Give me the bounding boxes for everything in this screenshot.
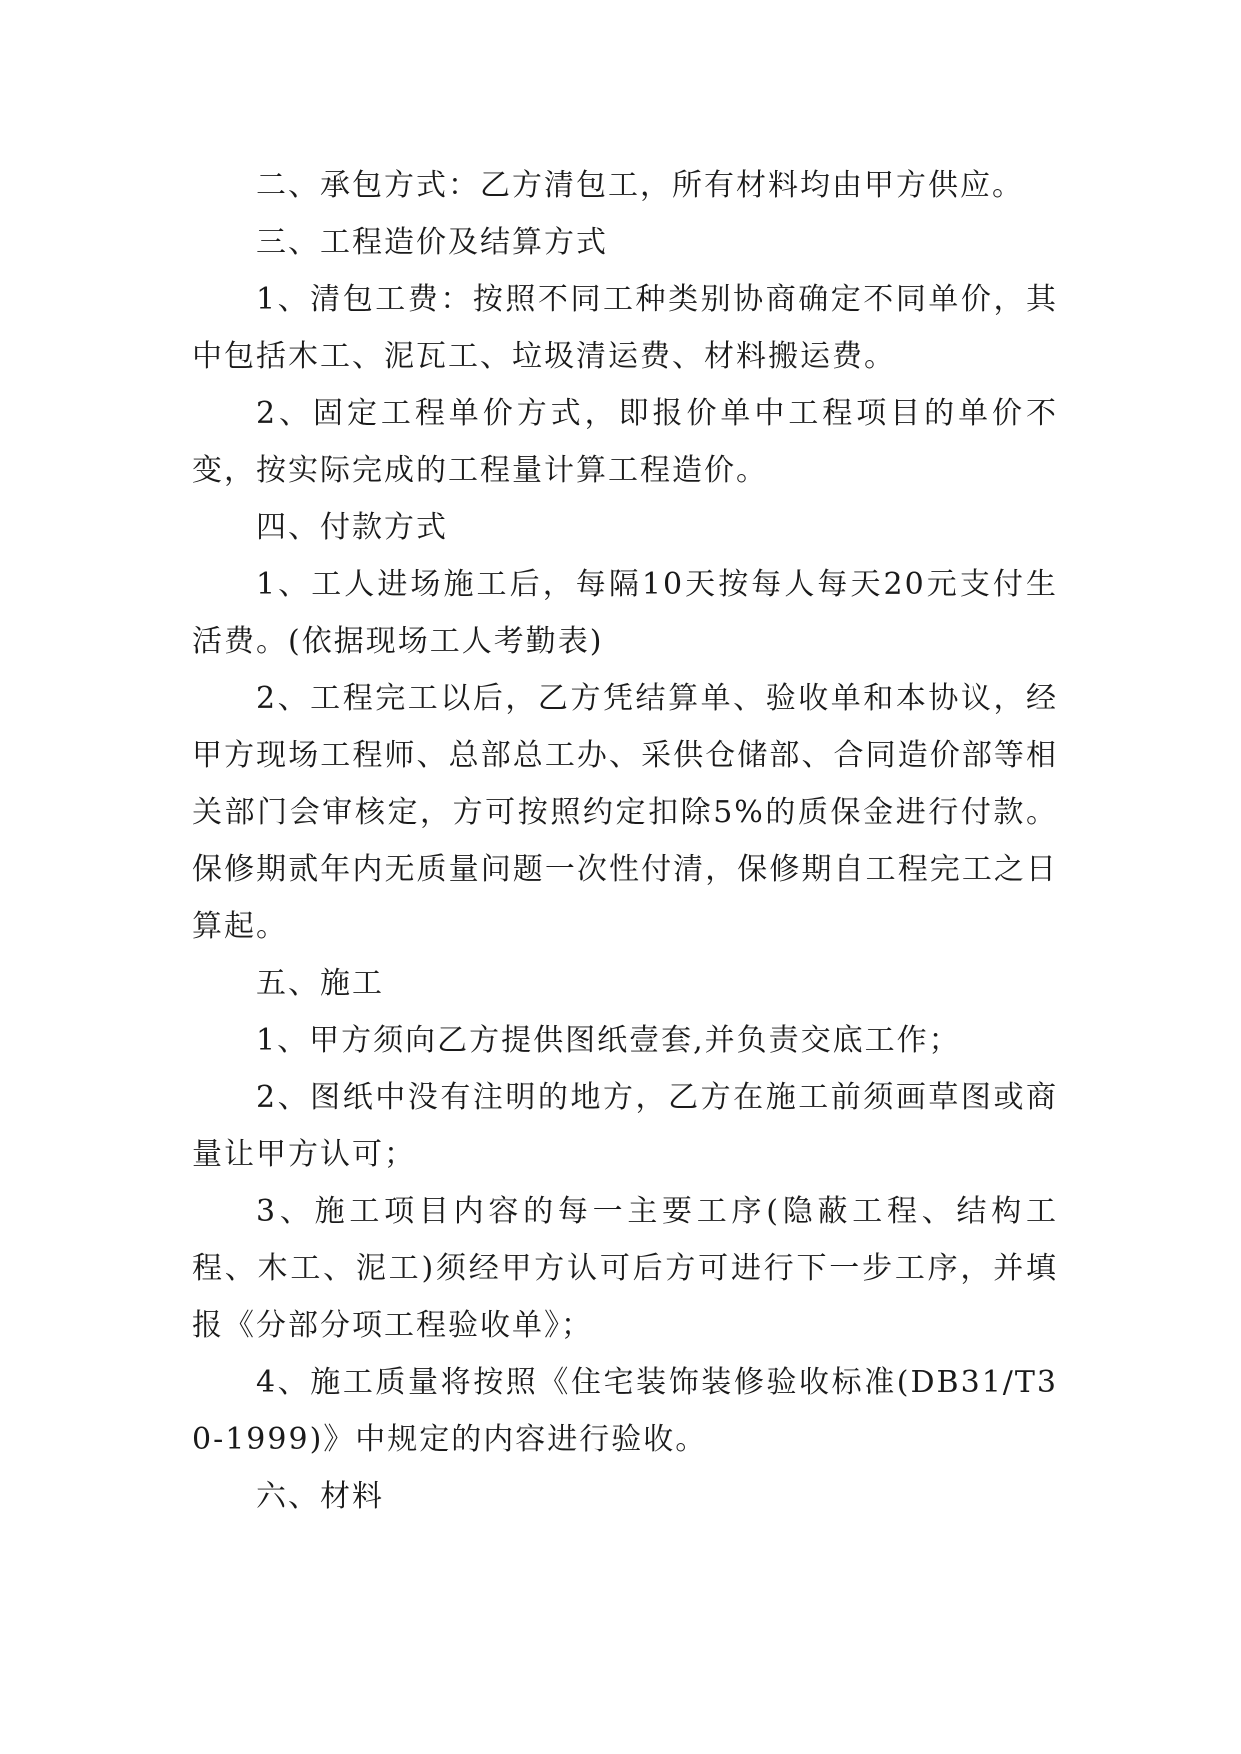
paragraph-sketches: 2、图纸中没有注明的地方，乙方在施工前须画草图或商量让甲方认可； xyxy=(192,1080,1058,1172)
paragraph-contract-method: 二、承包方式：乙方清包工，所有材料均由甲方供应。 xyxy=(256,168,1024,203)
paragraph-labor-fee: 1、清包工费：按照不同工种类别协商确定不同单价，其中包括木工、泥瓦工、垃圾清运费、材料搬运费。 xyxy=(192,282,1058,374)
heading-materials: 六、材料 xyxy=(256,1479,384,1514)
paragraph-final-payment: 2、工程完工以后，乙方凭结算单、验收单和本协议，经甲方现场工程师、总部总工办、采供仓储部、合同造价部等相关部门会审核定，方可按照约定扣除5%的质保金进行付款。保修期贰年内无质量问题一次性付清，保修期自工程完工之日算起。 xyxy=(192,681,1058,944)
paragraph-living-expenses: 1、工人进场施工后，每隔10天按每人每天20元支付生活费。(依据现场工人考勤表) xyxy=(192,567,1058,659)
paragraph-drawings: 1、甲方须向乙方提供图纸壹套,并负责交底工作； xyxy=(256,1023,961,1058)
contract-body xyxy=(192,157,1058,1525)
heading-payment-method: 四、付款方式 xyxy=(256,510,448,545)
paragraph-fixed-unit-price: 2、固定工程单价方式，即报价单中工程项目的单价不变，按实际完成的工程量计算工程造价。 xyxy=(192,396,1058,488)
heading-pricing-settlement: 三、工程造价及结算方式 xyxy=(256,225,608,260)
paragraph-process-approval: 3、施工项目内容的每一主要工序(隐蔽工程、结构工程、木工、泥工)须经甲方认可后方可进行下一步工序，并填报《分部分项工程验收单》； xyxy=(192,1194,1058,1343)
paragraph-quality-standard: 4、施工质量将按照《住宅装饰装修验收标准(DB31/T30-1999)》中规定的内容进行验收。 xyxy=(192,1365,1058,1457)
heading-construction: 五、施工 xyxy=(256,966,384,1001)
